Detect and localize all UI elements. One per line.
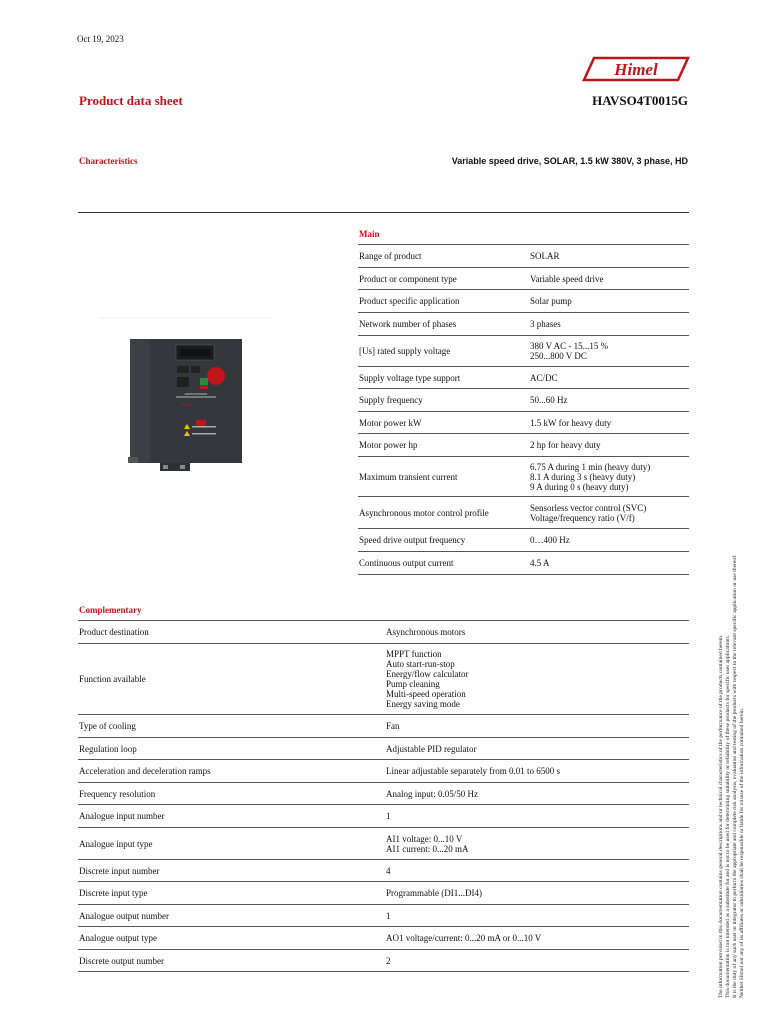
table-row [78, 783, 689, 805]
panel-model: HAVSO4T0015G [184, 392, 208, 396]
value-line: SOLAR [530, 251, 560, 261]
value-line: AC/DC [530, 372, 558, 383]
table-row [78, 860, 689, 882]
row-label: Range of product [359, 251, 422, 261]
row-value [386, 927, 689, 950]
row-label: Type of cooling [79, 721, 136, 731]
table-row [358, 245, 689, 268]
value-line: Analog input: 0.05/50 Hz [386, 788, 478, 799]
value-line: 0…400 Hz [530, 535, 570, 545]
row-value [530, 457, 689, 497]
table-row [358, 552, 689, 575]
row-label: Discrete input number [79, 865, 160, 876]
value-line: Sensorless vector control (SVC) [530, 502, 647, 513]
value-line: Multi-speed operation [386, 689, 466, 699]
table-row [78, 882, 689, 905]
legal-disclaimer [718, 478, 764, 998]
table-row [358, 268, 689, 290]
table-row [78, 805, 689, 828]
row-label: Discrete input type [79, 888, 148, 898]
row-label: Acceleration and deceleration ramps [79, 766, 211, 776]
value-line: AI1 current: 0...20 mA [386, 843, 469, 854]
table-row [358, 434, 689, 457]
row-value [386, 805, 689, 828]
row-value [386, 783, 689, 805]
table-row [358, 457, 689, 497]
row-value [386, 644, 689, 715]
himel-logo [580, 54, 692, 84]
table-row [78, 927, 689, 950]
value-line: Adjustable PID regulator [386, 743, 477, 754]
row-label: Network number of phases [359, 319, 457, 329]
table-row [358, 389, 689, 412]
value-line: Energy saving mode [386, 699, 460, 709]
row-label: Speed drive output frequency [359, 535, 466, 545]
table-row [78, 715, 689, 738]
table-row [78, 644, 689, 715]
value-line: 1 [386, 811, 391, 821]
row-value [530, 552, 689, 575]
table-row [78, 950, 689, 972]
value-line: Asynchronous motors [386, 627, 466, 637]
row-value [530, 497, 689, 529]
row-label: Function available [79, 674, 146, 684]
disclaimer-line: Neither Himel nor any of its affiliates or subsidiaries shall be responsible or liable for misuse of the information contained herein. [739, 707, 745, 998]
row-value [530, 336, 689, 367]
value-line: 380 V AC - 15...15 % [530, 341, 609, 351]
table-row [78, 905, 689, 927]
table-row [358, 412, 689, 434]
row-label: Regulation loop [79, 743, 137, 754]
header-divider [78, 212, 689, 213]
row-label: Frequency resolution [79, 788, 156, 799]
value-line: Pump cleaning [386, 679, 440, 689]
row-value [386, 738, 689, 760]
row-label: Asynchronous motor control profile [359, 507, 489, 518]
value-line: 4.5 A [530, 558, 550, 568]
row-label: Product or component type [359, 273, 457, 284]
value-line: Energy/flow calculator [386, 669, 469, 679]
table-row [358, 290, 689, 313]
row-label: Continuous output current [359, 558, 454, 568]
table-row [358, 497, 689, 529]
disclaimer-line: It is the duty of any such user or integrator to perform the appropriate and complete risk analysis, evaluation and testing of the products with respect to the relevant specific application or use thereof. [732, 554, 738, 998]
table-row [358, 336, 689, 367]
characteristics-description: Variable speed drive, SOLAR, 1.5 kW 380V, 3 phase, HD [451, 156, 688, 166]
row-label: Supply voltage type support [359, 372, 461, 383]
row-value [386, 882, 689, 905]
table-row [358, 529, 689, 552]
row-label: Motor power hp [359, 440, 418, 450]
table-row [358, 367, 689, 389]
product-image [100, 315, 272, 475]
value-line: 9 A during 0 s (heavy duty) [530, 481, 629, 492]
row-value [386, 950, 689, 972]
row-value [530, 313, 689, 336]
row-label: Product specific application [359, 296, 460, 306]
row-label: [Us] rated supply voltage [359, 346, 451, 356]
row-label: Motor power kW [359, 417, 422, 428]
row-value [530, 367, 689, 389]
value-line: 3 phases [530, 319, 561, 329]
row-value [530, 268, 689, 290]
row-label: Analogue output number [79, 910, 169, 921]
row-label: Analogue input number [79, 811, 165, 821]
value-line: 8.1 A during 3 s (heavy duty) [530, 471, 636, 482]
value-line: Variable speed drive [530, 273, 604, 284]
characteristics-label: Characteristics [79, 156, 138, 166]
logo-text: Himel [614, 60, 658, 79]
row-label: Analogue output type [79, 933, 157, 943]
value-line: Solar pump [530, 296, 572, 306]
table-row [78, 738, 689, 760]
table-row [358, 313, 689, 336]
row-label: Analogue input type [79, 838, 153, 849]
value-line: AI1 voltage: 0...10 V [386, 833, 463, 844]
complementary-section-title: Complementary [79, 605, 142, 615]
document-title: Product data sheet [79, 93, 183, 108]
value-line: MPPT function [386, 649, 442, 659]
value-line: Voltage/frequency ratio (V/f) [530, 512, 635, 523]
table-row [78, 828, 689, 860]
value-line: 2 [386, 955, 391, 966]
complementary-characteristics-table [78, 620, 689, 972]
value-line: 1.5 kW for heavy duty [530, 417, 612, 428]
table-row [78, 621, 689, 644]
document-date: Oct 19, 2023 [77, 34, 124, 44]
value-line: 250...800 V DC [530, 351, 587, 361]
row-value [386, 760, 689, 783]
value-line: 4 [386, 865, 391, 876]
row-value [530, 245, 689, 268]
product-reference: HAVSO4T0015G [592, 93, 688, 108]
row-value [530, 434, 689, 457]
value-line: Auto start-run-stop [386, 659, 455, 669]
row-value [386, 715, 689, 738]
row-label: Discrete output number [79, 955, 164, 966]
disclaimer-line: The information provided in this documentation contains general descriptions and/or technical characteristics of the performance of the products contained herein. [718, 634, 724, 998]
panel-brand: Himel [181, 402, 191, 407]
value-line: 6.75 A during 1 min (heavy duty) [530, 461, 651, 472]
value-line: Linear adjustable separately from 0.01 to 6500 s [386, 766, 560, 776]
value-line: 50...60 Hz [530, 395, 568, 405]
table-row [78, 760, 689, 783]
row-value [530, 529, 689, 552]
row-label: Product destination [79, 627, 149, 637]
main-section-title: Main [359, 229, 380, 239]
row-value [386, 828, 689, 860]
row-value [386, 621, 689, 644]
row-label: Maximum transient current [359, 471, 458, 482]
value-line: AO1 voltage/current: 0...20 mA or 0...10 V [386, 933, 542, 943]
row-value [386, 905, 689, 927]
row-value [530, 412, 689, 434]
value-line: 2 hp for heavy duty [530, 440, 601, 450]
row-label: Supply frequency [359, 395, 423, 405]
value-line: Fan [386, 721, 400, 731]
value-line: 1 [386, 910, 391, 921]
disclaimer-line: This documentation is not intended as a substitute for and is not to be used for determining suitability or reliability of these products for specific user applications. [725, 634, 731, 998]
value-line: Programmable (DI1...DI4) [386, 888, 482, 898]
main-characteristics-table [358, 244, 689, 575]
row-value [530, 389, 689, 412]
row-value [386, 860, 689, 882]
row-value [530, 290, 689, 313]
